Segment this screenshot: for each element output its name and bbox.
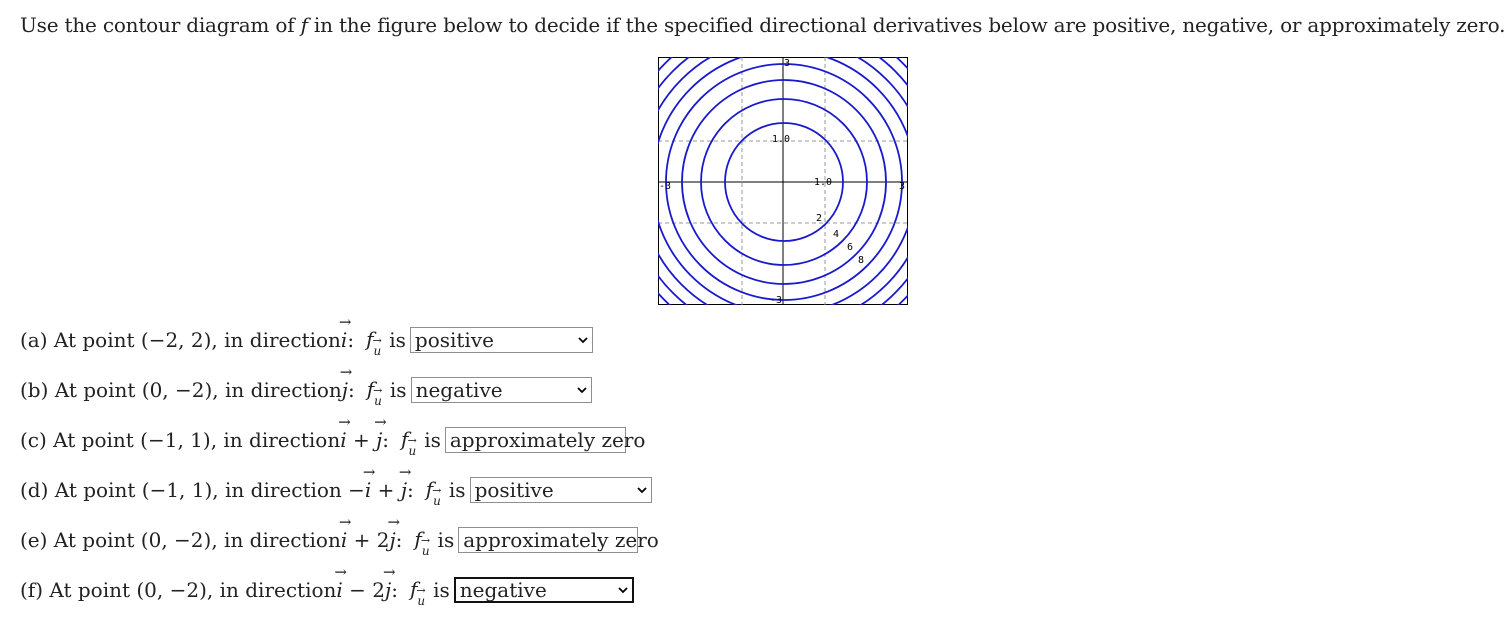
function-name: f bbox=[300, 13, 308, 37]
question-c-text: (c) At point (−1, 1), in direction bbox=[20, 428, 341, 452]
contour-label-2: 2 bbox=[816, 213, 823, 224]
problem-statement bbox=[20, 13, 1505, 37]
answer-f-select[interactable] bbox=[454, 577, 634, 603]
direction-i: → i bbox=[341, 528, 347, 552]
contour-diagram bbox=[658, 57, 908, 305]
answer-a-value: positive bbox=[414, 328, 494, 352]
answer-f-value: negative bbox=[459, 578, 547, 602]
answer-a-select[interactable] bbox=[410, 327, 593, 353]
y-min-label: -3 bbox=[770, 295, 783, 306]
answer-b-select[interactable] bbox=[411, 377, 592, 403]
direction-j: → j bbox=[385, 578, 391, 602]
is-text: is bbox=[437, 528, 455, 552]
intro-text-before: Use the contour diagram of bbox=[20, 13, 301, 37]
contour-label-8: 8 bbox=[858, 255, 865, 266]
direction-j: → j bbox=[389, 528, 395, 552]
direction-j: → j bbox=[401, 478, 407, 502]
is-text: is bbox=[448, 478, 466, 502]
question-e-text: (e) At point (0, −2), in direction bbox=[20, 528, 341, 552]
y-max-label: 3 bbox=[784, 58, 791, 69]
contour-label-4: 4 bbox=[833, 229, 840, 240]
directional-derivative-symbol: f→ $_u$ bbox=[401, 427, 416, 454]
answer-b-value: negative bbox=[415, 378, 503, 402]
chevron-down-icon bbox=[637, 485, 647, 495]
direction-i: → i bbox=[340, 428, 346, 452]
is-text: is bbox=[424, 428, 441, 452]
question-d-text: (d) At point (−1, 1), in direction − bbox=[20, 478, 365, 502]
answer-c-select[interactable] bbox=[445, 427, 646, 453]
directional-derivative-symbol: f→ $_u$ bbox=[366, 327, 381, 354]
question-f: (f) At point (0, −2), in direction → i − 2 → j : f→ $_u$ is negative bbox=[20, 575, 634, 605]
x-max-label: 3 bbox=[899, 181, 906, 192]
chevron-down-icon bbox=[577, 385, 587, 395]
y-tick-label-1: 1.0 bbox=[772, 134, 791, 145]
contour-label-6: 6 bbox=[847, 242, 854, 253]
x-tick-label-1: 1.0 bbox=[814, 177, 833, 188]
answer-d-value: positive bbox=[474, 478, 554, 502]
answer-c-value: approximately zero bbox=[449, 428, 646, 452]
question-e: (e) At point (0, −2), in direction → i + 2 → j : f→ $_u$ is approximately zero bbox=[20, 525, 638, 555]
question-a: (a) At point (−2, 2), in direction → i : f→ $_u$ is positive bbox=[20, 325, 593, 355]
chevron-down-icon bbox=[578, 335, 588, 345]
question-b-text: (b) At point (0, −2), in direction bbox=[20, 378, 342, 402]
direction-j: → j bbox=[376, 428, 382, 452]
direction-j: → j bbox=[342, 378, 348, 402]
direction-i: → i bbox=[365, 478, 371, 502]
directional-derivative-symbol: f→ $_u$ bbox=[426, 477, 441, 504]
direction-i: → i bbox=[336, 578, 342, 602]
answer-e-select[interactable] bbox=[458, 527, 659, 553]
chevron-down-icon bbox=[618, 585, 628, 595]
directional-derivative-symbol: f→ $_u$ bbox=[367, 377, 382, 404]
x-min-label: -3 bbox=[659, 181, 672, 192]
question-f-text: (f) At point (0, −2), in direction bbox=[20, 578, 337, 602]
question-b: (b) At point (0, −2), in direction → j : f→ $_u$ is negative bbox=[20, 375, 592, 405]
is-text: is bbox=[389, 378, 407, 402]
intro-text-after: in the figure below to decide if the specified directional derivatives below are positive, negative, or approximately zero. bbox=[307, 13, 1505, 37]
question-c: (c) At point (−1, 1), in direction → i + → j : f→ $_u$ is approximately zero bbox=[20, 425, 626, 455]
direction-i: → i bbox=[341, 328, 347, 352]
question-d: (d) At point (−1, 1), in direction − → i + → j : f→ $_u$ is positive bbox=[20, 475, 652, 505]
answer-d-select[interactable] bbox=[470, 477, 652, 503]
is-text: is bbox=[389, 328, 406, 352]
question-a-text: (a) At point (−2, 2), in direction bbox=[20, 328, 341, 352]
directional-derivative-symbol: f→ $_u$ bbox=[410, 577, 425, 604]
is-text: is bbox=[433, 578, 450, 602]
directional-derivative-symbol: f→ $_u$ bbox=[414, 527, 429, 554]
answer-e-value: approximately zero bbox=[463, 528, 659, 552]
